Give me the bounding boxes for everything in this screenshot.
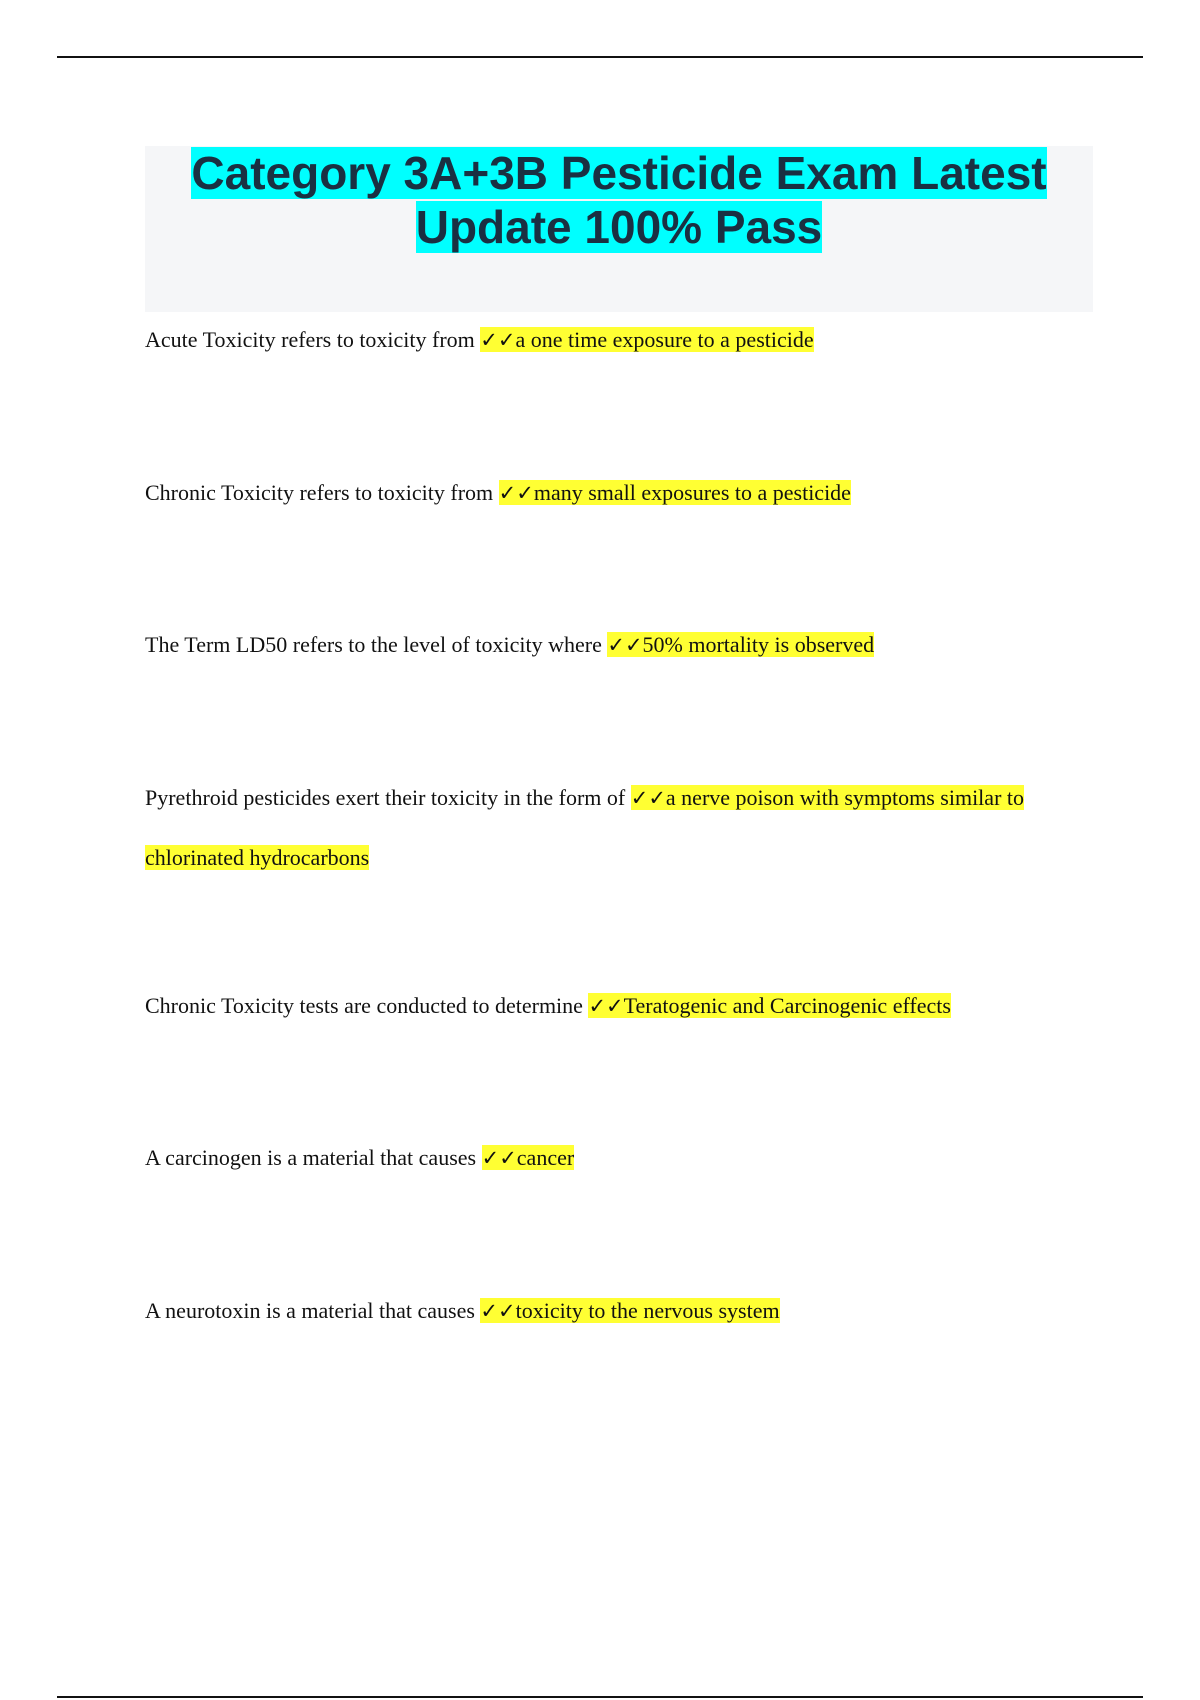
question-text: Pyrethroid pesticides exert their toxicity in the form of (145, 785, 626, 810)
answer-highlight (480, 327, 813, 352)
question-text: The Term LD50 refers to the level of toxicity where (145, 632, 602, 657)
check-mark-icon: ✓✓ (630, 786, 666, 810)
qa-item (145, 1128, 1095, 1188)
check-mark-icon: ✓✓ (607, 633, 643, 657)
title-banner (145, 146, 1093, 312)
check-mark-icon: ✓✓ (480, 328, 516, 352)
document-title (145, 146, 1093, 254)
question-text: Chronic Toxicity tests are conducted to determine (145, 993, 583, 1018)
qa-item (145, 768, 1095, 888)
answer-text: Teratogenic and Carcinogenic effects (623, 993, 951, 1018)
answer-text: cancer (516, 1145, 575, 1170)
question-text: A carcinogen is a material that causes (145, 1145, 477, 1170)
answer-text: many small exposures to a pesticide (533, 480, 851, 505)
answer-highlight (482, 1145, 575, 1170)
title-line-1: Category 3A+3B Pesticide Exam Latest (191, 147, 1047, 199)
question-text: Acute Toxicity refers to toxicity from (145, 327, 475, 352)
check-mark-icon: ✓✓ (498, 481, 534, 505)
question-text: A neurotoxin is a material that causes (145, 1298, 475, 1323)
check-mark-icon: ✓✓ (588, 994, 624, 1018)
qa-item (145, 310, 1095, 370)
qa-item (145, 615, 1095, 675)
qa-item (145, 463, 1095, 523)
check-mark-icon: ✓✓ (480, 1299, 516, 1323)
check-mark-icon: ✓✓ (481, 1146, 517, 1170)
header-rule (57, 56, 1143, 58)
answer-text: a nerve poison with symptoms similar to chlorinated hydrocarbons (145, 785, 1025, 870)
answer-highlight (499, 480, 851, 505)
answer-text: toxicity to the nervous system (515, 1298, 780, 1323)
answer-highlight (480, 1298, 779, 1323)
footer-rule (57, 1696, 1143, 1698)
answer-text: 50% mortality is observed (642, 632, 875, 657)
answer-text: a one time exposure to a pesticide (515, 327, 814, 352)
qa-item (145, 1281, 1095, 1341)
qa-item (145, 976, 1095, 1036)
answer-highlight (588, 993, 951, 1018)
answer-highlight (607, 632, 874, 657)
title-line-2: Update 100% Pass (415, 201, 823, 253)
question-text: Chronic Toxicity refers to toxicity from (145, 480, 494, 505)
